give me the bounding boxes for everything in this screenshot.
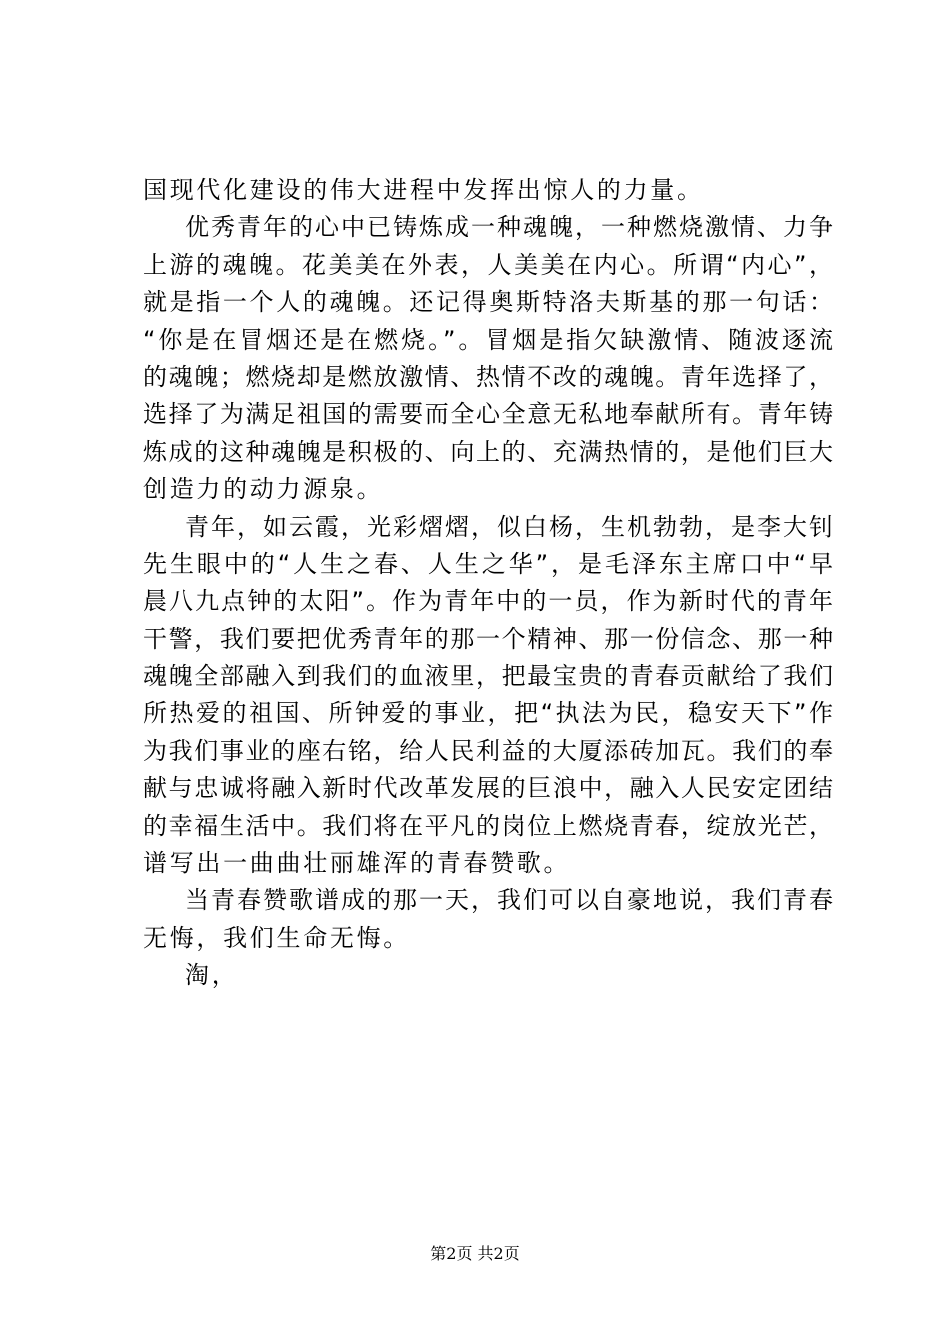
text-line: 所热爱的祖国、所钟爱的事业，把“执法为民，稳安天下”作 — [143, 699, 833, 728]
text-line: 献与忠诚将融入新时代改革发展的巨浪中，融入人民安定团结 — [143, 774, 833, 803]
text-line: 的幸福生活中。我们将在平凡的岗位上燃烧青春，绽放光芒， — [143, 811, 833, 840]
text-line: 炼成的这种魂魄是积极的、向上的、充满热情的，是他们巨大 — [143, 437, 833, 466]
document-body — [143, 172, 833, 995]
text-line: 先生眼中的“人生之春、人生之华”，是毛泽东主席口中“早 — [143, 549, 833, 578]
text-line: 创造力的动力源泉。 — [143, 475, 384, 504]
text-line: 优秀青年的心中已铸炼成一种魂魄，一种燃烧激情、力争 — [185, 213, 833, 242]
text-line: 国现代化建设的伟大进程中发挥出惊人的力量。 — [143, 176, 704, 204]
text-line: 青年，如云霞，光彩熠熠，似白杨，生机勃勃，是李大钊 — [185, 512, 833, 541]
text-line: 无悔，我们生命无悔。 — [143, 923, 410, 952]
text-line: 就是指一个人的魂魄。还记得奥斯特洛夫斯基的那一句话： — [143, 288, 833, 317]
text-line: 谱写出一曲曲壮丽雄浑的青春赞歌。 — [143, 849, 571, 878]
text-line: “你是在冒烟还是在燃烧。”。冒烟是指欠缺激情、随波逐流 — [143, 325, 833, 354]
text-line: 选择了为满足祖国的需要而全心全意无私地奉献所有。青年铸 — [143, 400, 833, 429]
text-line: 干警，我们要把优秀青年的那一个精神、那一份信念、那一种 — [143, 624, 833, 653]
text-line: 当青春赞歌谱成的那一天，我们可以自豪地说，我们青春 — [185, 886, 833, 915]
text-line: 为我们事业的座右铭，给人民利益的大厦添砖加瓦。我们的奉 — [143, 736, 833, 765]
page-footer: 第2页 共2页 — [430, 1244, 520, 1263]
text-line: 淘， — [185, 961, 239, 990]
text-line: 上游的魂魄。花美美在外表，人美美在内心。所谓“内心”， — [143, 250, 833, 279]
text-line: 晨八九点钟的太阳”。作为青年中的一员，作为新时代的青年 — [143, 587, 833, 616]
text-line: 的魂魄；燃烧却是燃放激情、热情不改的魂魄。青年选择了， — [143, 362, 833, 391]
text-line: 魂魄全部融入到我们的血液里，把最宝贵的青春贡献给了我们 — [143, 662, 833, 691]
